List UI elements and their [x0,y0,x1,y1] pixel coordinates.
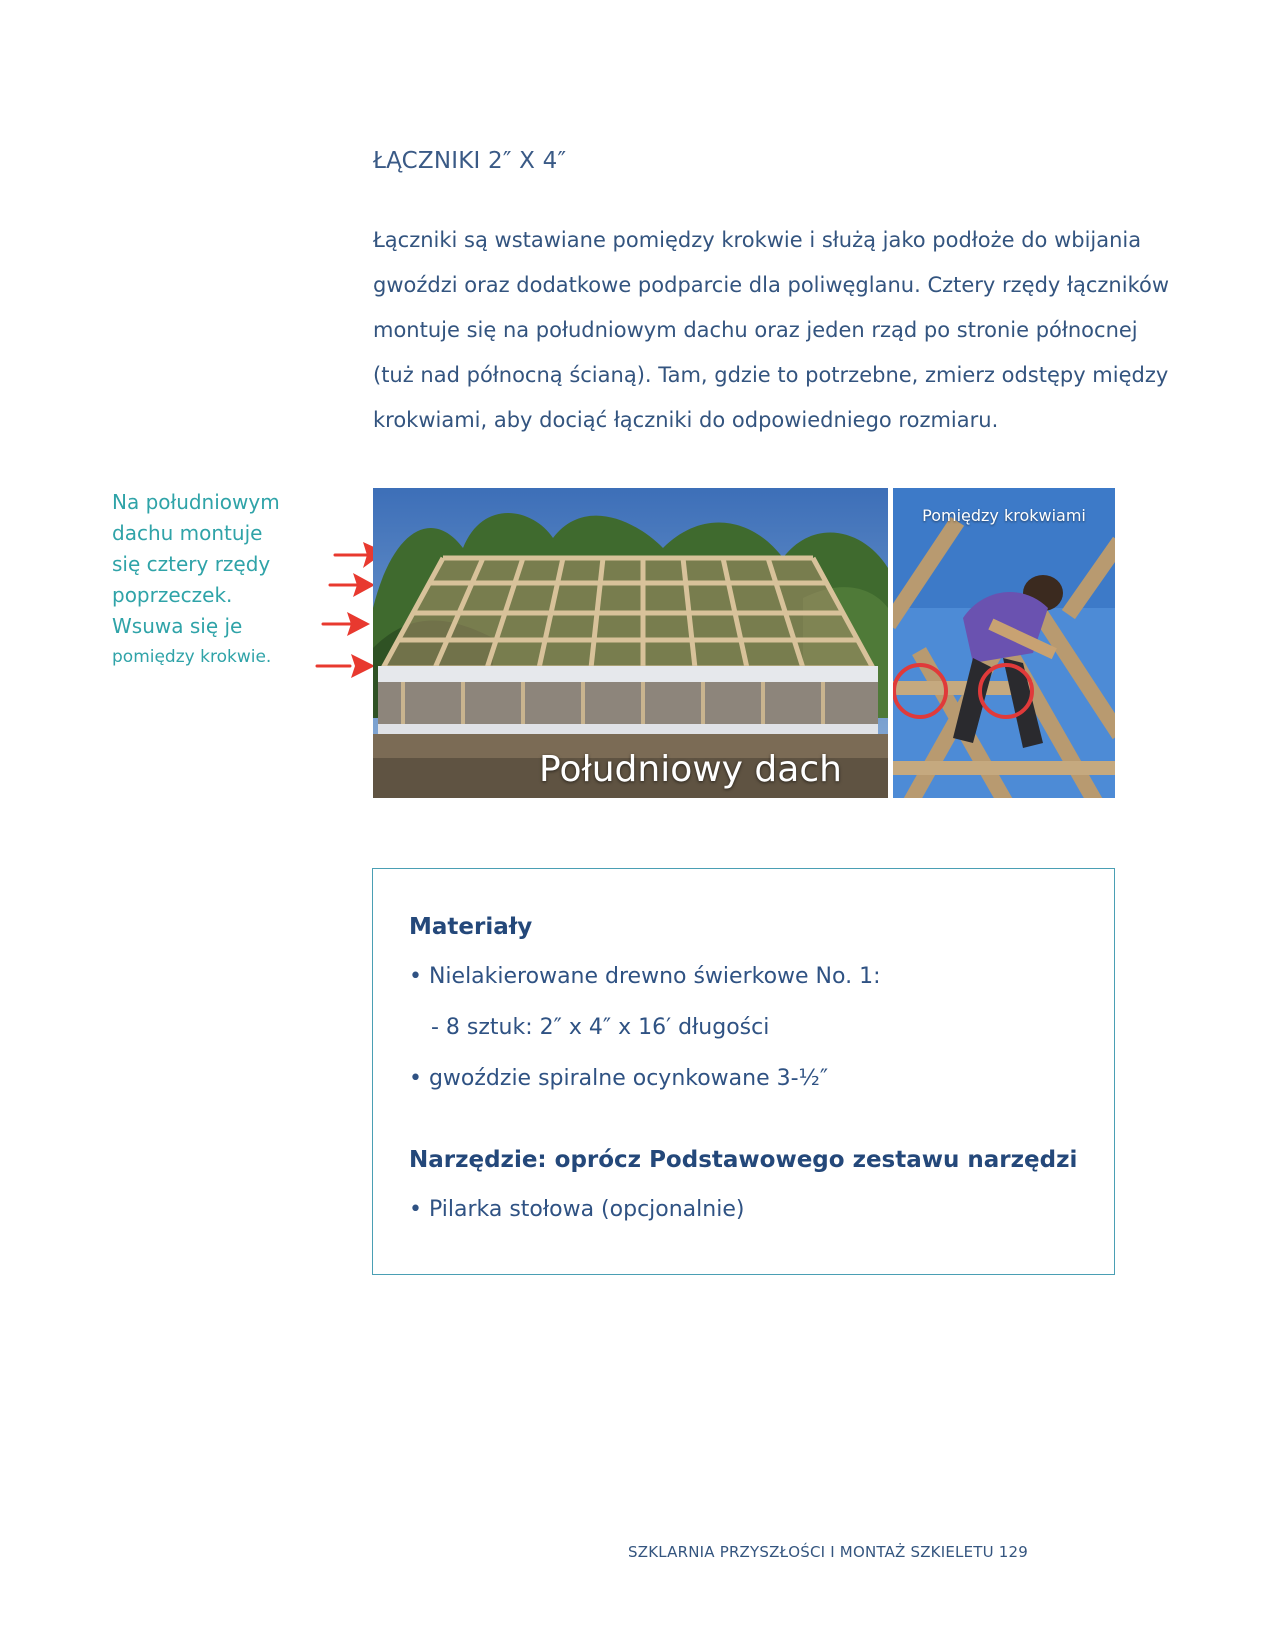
body-line: Łączniki są wstawiane pomiędzy krokwie i służą jako podłoże do wbijania [373,228,1142,252]
materials-title: Materiały [409,914,533,940]
margin-note [112,487,342,673]
material-item: • gwoździe spiralne ocynkowane 3-½″ [409,1066,829,1091]
margin-note-line: poprzeczek. [112,583,233,607]
section-body [373,218,1170,443]
rafters-photo [893,488,1115,798]
rafters-image [893,488,1115,798]
margin-note-line: Wsuwa się je [112,614,243,638]
margin-note-line: się cztery rzędy [112,552,271,576]
page-footer: SZKLARNIA PRZYSZŁOŚCI I MONTAŻ SZKIELETU 129 [628,1543,1028,1561]
side-photo-caption: Pomiędzy krokwiami [922,506,1086,525]
section-heading: ŁĄCZNIKI 2″ X 4″ [373,148,567,174]
tools-title: Narzędzie: oprócz Podstawowego zestawu narzędzi [409,1147,1078,1173]
body-line: montuje się na południowym dachu oraz jeden rząd po stronie północnej [373,318,1138,342]
main-photo-caption: Południowy dach [539,749,842,790]
material-subitem: - 8 sztuk: 2″ x 4″ x 16′ długości [431,1015,770,1040]
body-line: (tuż nad północną ścianą). Tam, gdzie to potrzebne, zmierz odstępy między [373,363,1169,387]
south-roof-photo [373,488,888,798]
body-line: krokwiami, aby dociąć łączniki do odpowiedniego rozmiaru. [373,408,999,432]
material-item: • Nielakierowane drewno świerkowe No. 1: [409,964,881,989]
margin-note-line: pomiędzy krokwie. [112,647,272,667]
margin-note-line: Na południowym [112,490,280,514]
body-line: gwoździ oraz dodatkowe podparcie dla poliwęglanu. Cztery rzędy łączników [373,273,1170,297]
materials-box [372,868,1115,1275]
margin-note-line: dachu montuje [112,521,263,545]
tool-item: • Pilarka stołowa (opcjonalnie) [409,1197,745,1222]
